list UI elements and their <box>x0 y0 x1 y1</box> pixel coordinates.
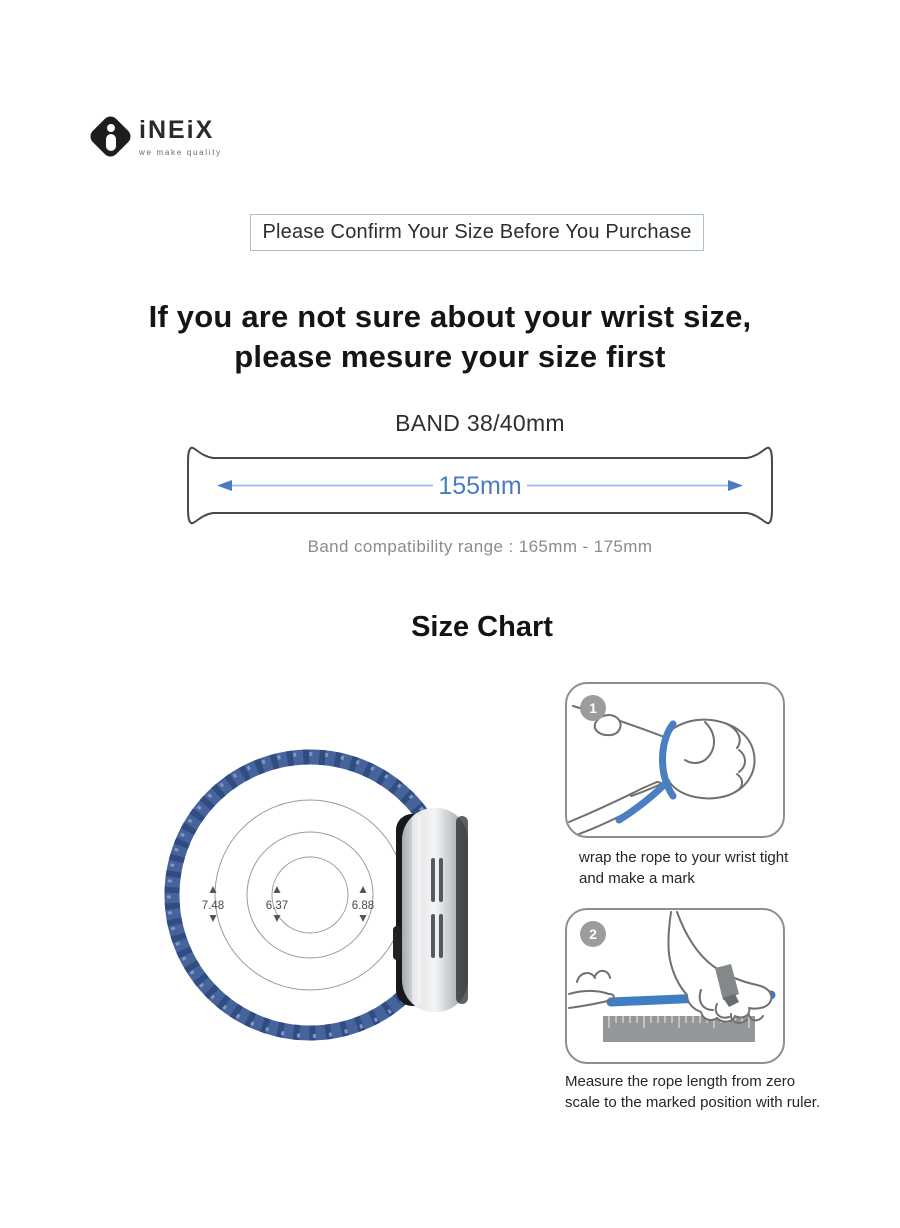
brand-diamond-icon <box>88 114 134 160</box>
measurement-outer: 7.48 <box>201 900 225 912</box>
band-loop-illustration <box>150 730 490 1060</box>
band-length-label: 155mm <box>438 472 522 500</box>
wrist-rope <box>619 724 673 820</box>
headline-line2: please mesure your size first <box>234 339 666 375</box>
watch-side-view <box>393 808 468 1012</box>
measurement-inner: 6.37 <box>265 900 289 912</box>
band-size-title: BAND 38/40mm <box>395 410 565 436</box>
step-2-panel <box>565 908 785 1064</box>
headline-line1: If you are not sure about your wrist size, <box>148 299 752 334</box>
step-1-caption: wrap the rope to your wrist tight and make a mark <box>579 849 789 888</box>
step-2-caption: Measure the rope length from zero scale to the marked position with ruler. <box>565 1073 821 1112</box>
step-2-badge: 2 <box>580 921 606 947</box>
headline <box>0 297 900 378</box>
measurement-circles <box>215 800 405 990</box>
brand-tagline: we make quality <box>139 148 222 157</box>
measurement-labels <box>202 886 374 922</box>
size-chart-title: Size Chart <box>411 611 553 643</box>
brand-logo <box>88 114 222 160</box>
band-compatibility-text: Band compatibility range : 165mm - 175mm <box>307 537 653 556</box>
step-1-panel <box>565 682 785 838</box>
watch-crown <box>393 926 401 960</box>
confirm-size-banner: Please Confirm Your Size Before You Purchase <box>250 214 704 251</box>
step-1-badge: 1 <box>580 695 606 721</box>
brand-wordmark: iNEiX <box>139 116 215 144</box>
measurement-middle: 6.88 <box>351 900 375 912</box>
band-length-diagram <box>185 438 775 536</box>
